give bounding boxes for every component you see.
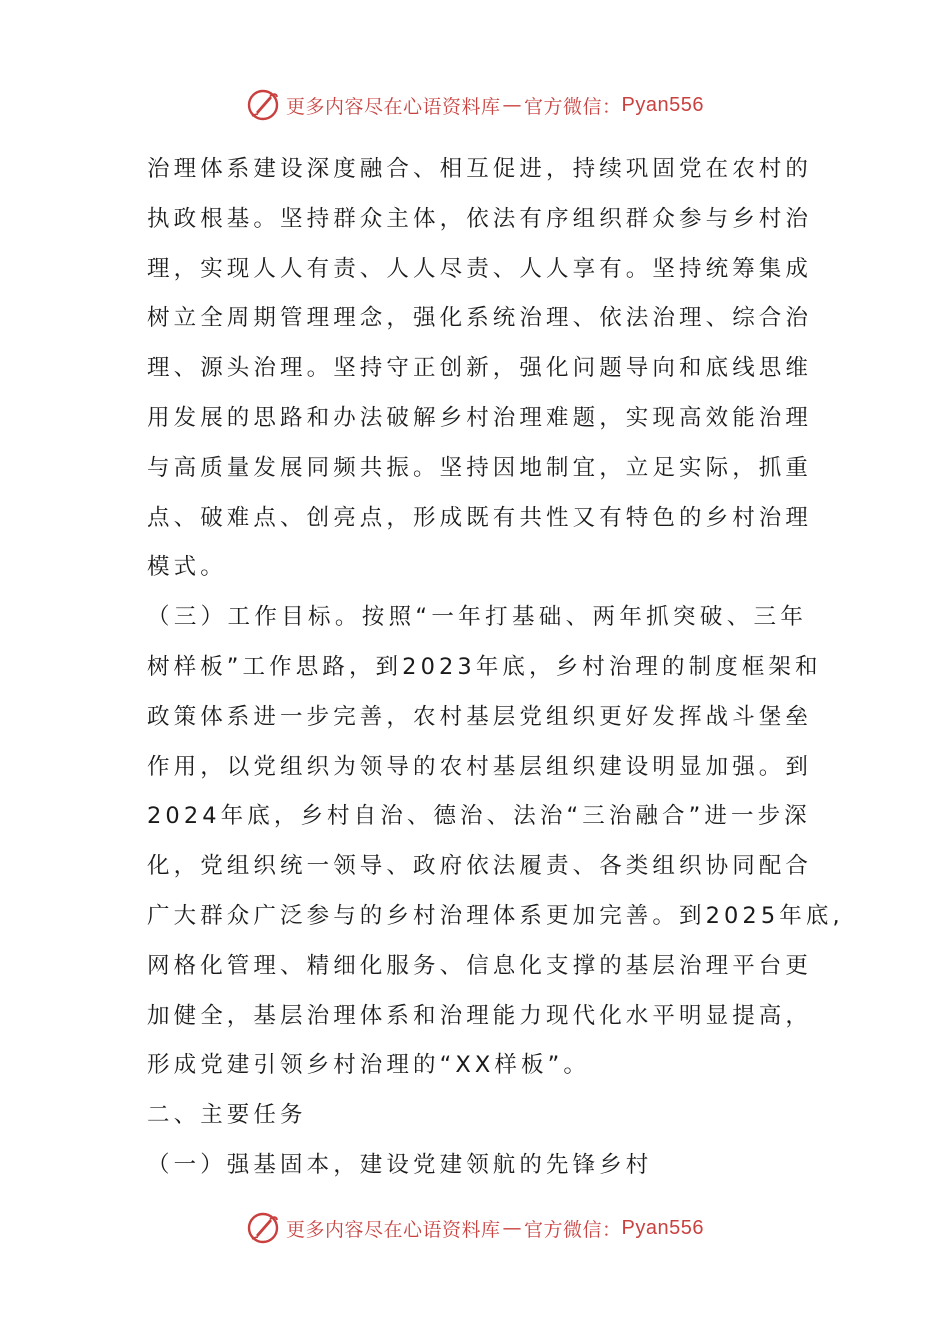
body-line: 点、破难点、创亮点，形成既有共性又有特色的乡村治理: [147, 504, 813, 531]
footer-watermark-banner: [0, 1208, 950, 1248]
section-heading: 二、主要任务: [147, 1102, 307, 1129]
body-line: 化，党组织统一领导、政府依法履责、各类组织协同配合: [147, 853, 813, 880]
body-line: 树立全周期管理理念，强化系统治理、依法治理、综合治: [147, 305, 813, 332]
body-line: 加健全，基层治理体系和治理能力现代化水平明显提高，: [147, 1002, 813, 1029]
footer-site-text: 更多内容尽在心语资料库: [286, 1218, 501, 1241]
header-site-text: 更多内容尽在心语资料库: [286, 95, 501, 118]
body-line: 2024年底，乡村自治、德治、法治“三治融合”进一步深: [147, 803, 811, 830]
footer-wechat-label: 官方微信：: [524, 1218, 622, 1241]
body-line: （三）工作目标。按照“一年打基础、两年抓突破、三年: [147, 604, 807, 631]
body-line: 形成党建引领乡村治理的“XX样板”。: [147, 1052, 590, 1079]
body-line: 政策体系进一步完善，农村基层党组织更好发挥战斗堡垒: [147, 703, 813, 730]
header-separator: —: [502, 94, 523, 116]
body-line: 理、源头治理。坚持守正创新，强化问题导向和底线思维: [147, 355, 813, 382]
body-line: 与高质量发展同频共振。坚持因地制宜，立足实际，抓重: [147, 454, 813, 481]
header-watermark-banner: [0, 85, 950, 125]
document-body: [147, 145, 844, 1191]
body-line: 树样板”工作思路，到2023年底，乡村治理的制度框架和: [147, 653, 822, 680]
body-line: 用发展的思路和办法破解乡村治理难题，实现高效能治理: [147, 404, 813, 431]
quill-logo-icon: [246, 1211, 280, 1245]
header-wechat-id: Pyan556: [621, 93, 704, 116]
body-line: 治理体系建设深度融合、相互促进，持续巩固党在农村的: [147, 156, 813, 182]
footer-separator: —: [502, 1217, 523, 1239]
body-line: 理，实现人人有责、人人尽责、人人享有。坚持统筹集成: [147, 255, 813, 282]
body-line: 广大群众广泛参与的乡村治理体系更加完善。到2025年底,: [147, 902, 844, 929]
footer-wechat-id: Pyan556: [621, 1216, 704, 1239]
body-line: 作用，以党组织为领导的农村基层组织建设明显加强。到: [147, 753, 813, 780]
header-wechat-label: 官方微信：: [524, 95, 622, 118]
body-line: 执政根基。坚持群众主体，依法有序组织群众参与乡村治: [147, 205, 813, 232]
quill-logo-icon: [246, 88, 280, 122]
body-line: 模式。: [147, 554, 227, 581]
body-line: 网格化管理、精细化服务、信息化支撑的基层治理平台更: [147, 952, 813, 979]
subsection-heading: （一）强基固本，建设党建领航的先锋乡村: [147, 1151, 653, 1178]
